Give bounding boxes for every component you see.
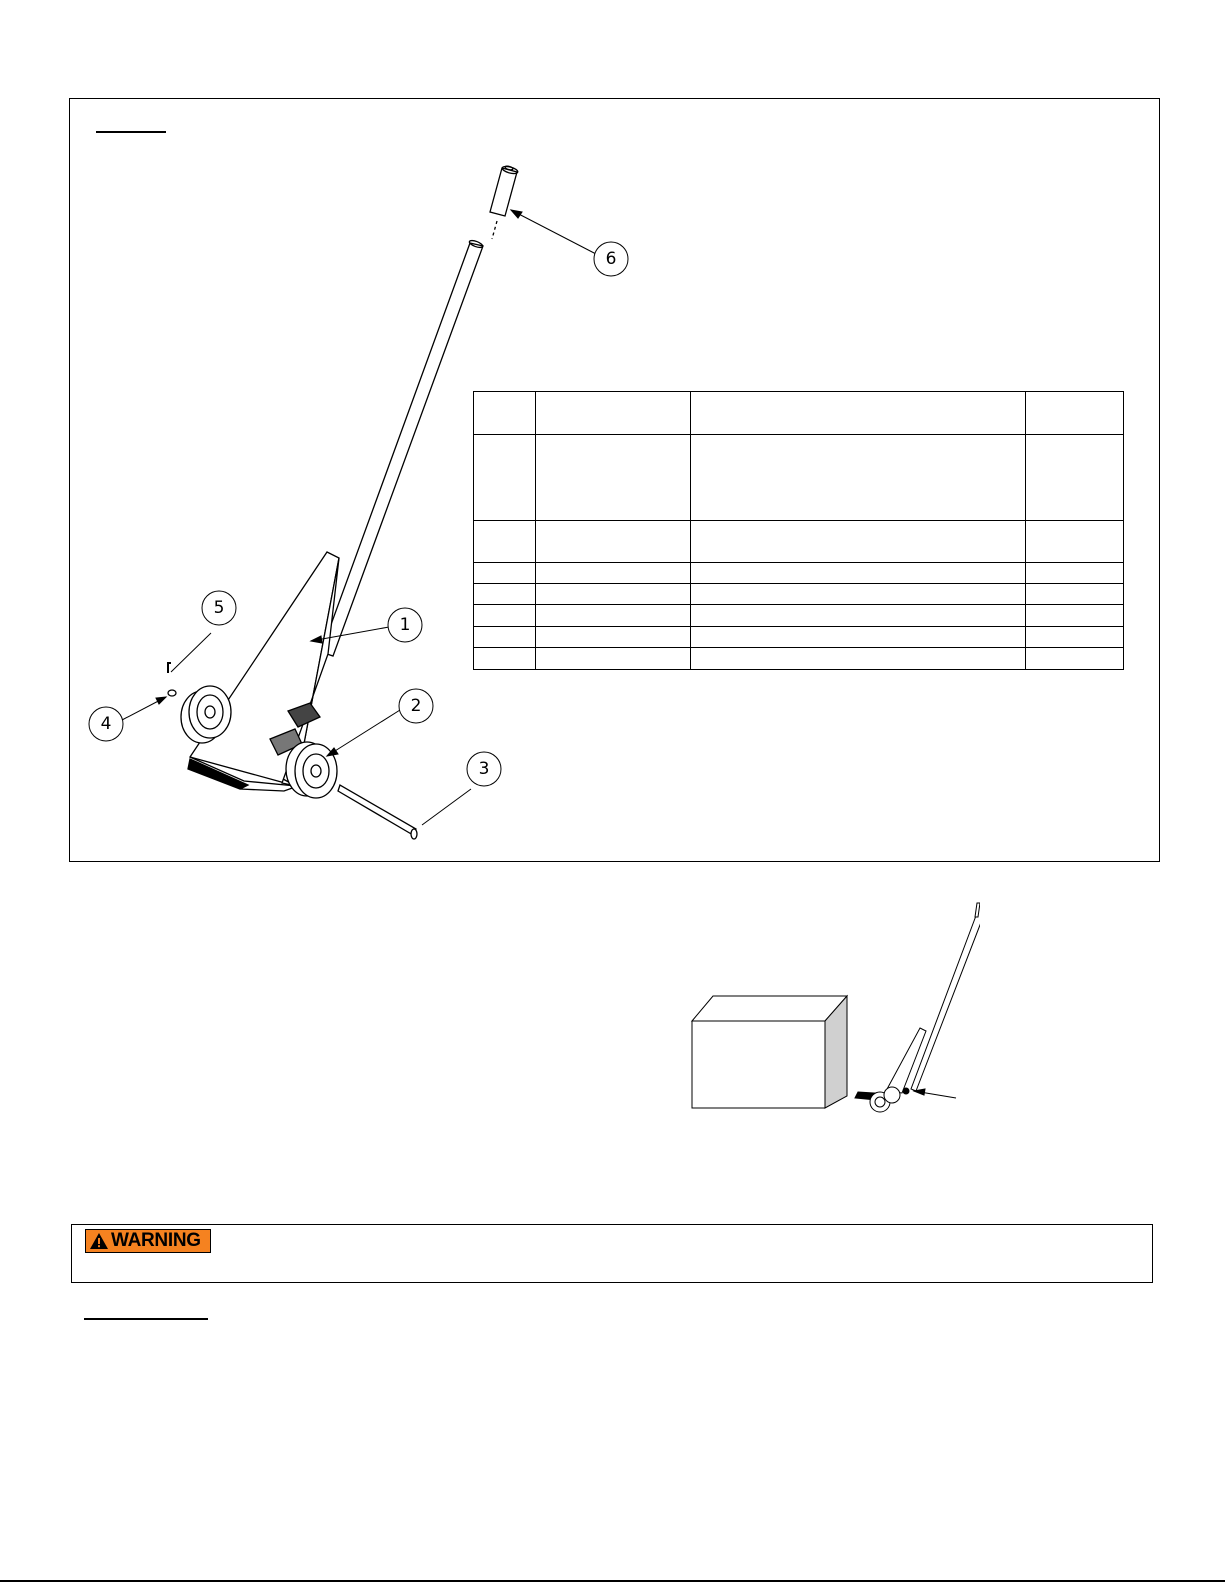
table-cell [474, 563, 536, 584]
table-cell [691, 435, 1026, 521]
table-row [474, 563, 1124, 584]
section-heading-underline [84, 1318, 208, 1320]
table-cell [536, 584, 691, 605]
table-row [474, 435, 1124, 521]
table-cell [691, 627, 1026, 648]
table-cell [536, 605, 691, 627]
header-cell-part-no [536, 392, 691, 435]
table-row [474, 605, 1124, 627]
cotter-pin-part [168, 663, 171, 673]
table-cell [536, 521, 691, 563]
warning-badge [85, 1229, 211, 1253]
header-cell-qty [1026, 392, 1124, 435]
parts-list-table [473, 391, 1124, 670]
table-cell [536, 648, 691, 670]
table-cell [1026, 563, 1124, 584]
header-cell-description [691, 392, 1026, 435]
table-header-row [474, 392, 1124, 435]
table-cell [1026, 648, 1124, 670]
table-cell [1026, 584, 1124, 605]
table-cell [691, 605, 1026, 627]
right-wheel-part [286, 742, 337, 798]
table-cell [1026, 605, 1124, 627]
warning-label: WARNING [111, 1230, 201, 1251]
warning-box [71, 1224, 1153, 1283]
washer-part [168, 690, 176, 696]
table-cell [691, 521, 1026, 563]
callout-3 [467, 752, 501, 786]
warning-triangle-icon [89, 1232, 109, 1250]
assembled-scraper-small [855, 897, 980, 1112]
table-row [474, 627, 1124, 648]
axle-rod-part [338, 785, 417, 839]
table-row [474, 648, 1124, 670]
table-cell [474, 648, 536, 670]
callout-4 [89, 707, 123, 741]
table-cell [474, 605, 536, 627]
table-row [474, 521, 1124, 563]
table-row [474, 584, 1124, 605]
table-cell [691, 563, 1026, 584]
callout-1 [388, 608, 422, 642]
svg-text:4: 4 [100, 714, 112, 734]
table-cell [536, 627, 691, 648]
callout-5 [202, 591, 236, 625]
svg-text:1: 1 [399, 615, 411, 635]
table-cell [474, 435, 536, 521]
table-cell [691, 648, 1026, 670]
callout-2 [399, 689, 433, 723]
table-cell [536, 435, 691, 521]
header-cell-item [474, 392, 536, 435]
table-cell [536, 563, 691, 584]
svg-text:6: 6 [605, 249, 617, 269]
table-cell [1026, 627, 1124, 648]
table-cell [474, 584, 536, 605]
table-cell [474, 627, 536, 648]
table-cell [1026, 435, 1124, 521]
svg-text:3: 3 [478, 759, 490, 779]
page-footer-rule [0, 1580, 1225, 1582]
shipping-box [692, 996, 847, 1108]
table-cell [691, 584, 1026, 605]
table-cell [474, 521, 536, 563]
svg-text:2: 2 [410, 696, 422, 716]
handle-shaft-part [321, 239, 483, 656]
table-cell [1026, 521, 1124, 563]
grip-axis-line [492, 221, 497, 239]
svg-text:5: 5 [213, 598, 225, 618]
packaging-illustration [680, 895, 980, 1120]
pointer-arrow [914, 1089, 956, 1098]
callout-6 [594, 242, 628, 276]
handle-grip-part [490, 165, 519, 216]
